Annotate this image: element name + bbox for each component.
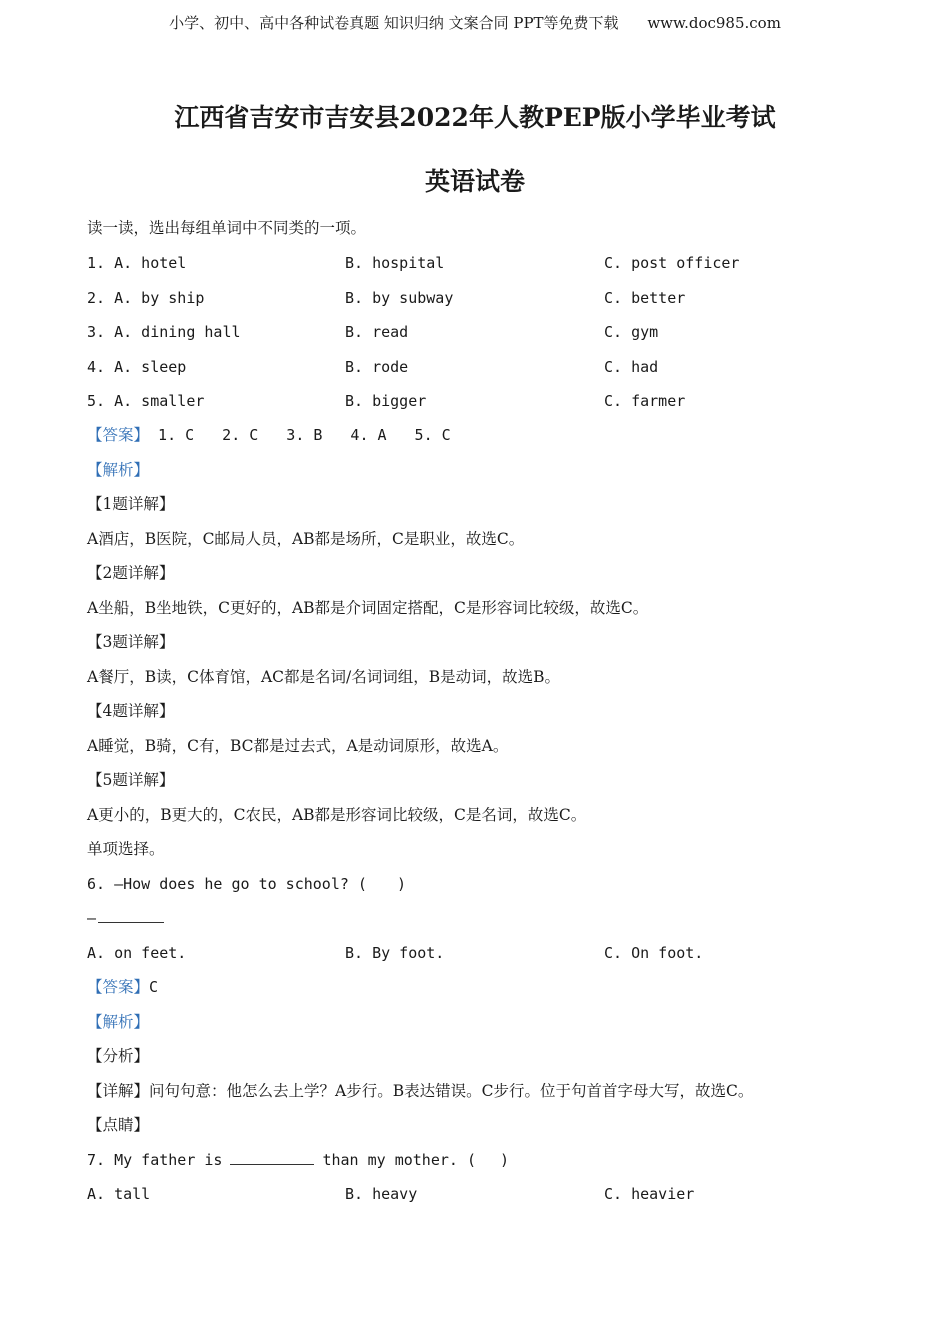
exam-title-line2: 英语试卷 (424, 167, 525, 196)
reply-dash: — (87, 909, 97, 927)
answer-tag: 【答案】 (87, 978, 150, 996)
question-6-reply (87, 908, 164, 928)
answer-tag: 【答案】 (87, 426, 150, 444)
site-header (0, 12, 950, 33)
detail-heading-1: 【1题详解】 (87, 495, 175, 513)
option-c: C. better (604, 289, 686, 307)
question-6-fenxi: 【分析】 (87, 1047, 150, 1065)
option-b: B. read (345, 323, 409, 341)
section2-instruction: 单项选择。 (87, 840, 165, 858)
option-a: 2. A. by ship (87, 289, 205, 307)
exam-title-line1: 江西省吉安市吉安县2022年人教PEP版小学毕业考试 (174, 103, 776, 132)
question-6-answer (87, 977, 158, 997)
option-c: C. On foot. (604, 944, 704, 962)
detail-text: 问句句意：他怎么去上学？A步行。B表达错误。C步行。位于句首首字母大写，故选C。 (149, 1082, 754, 1100)
option-c: C. had (604, 358, 659, 376)
detail-body-3: A餐厅，B读，C体育馆，AC都是名词/名词词组，B是动词，故选B。 (87, 668, 561, 686)
option-b: B. bigger (345, 392, 427, 410)
option-c: C. gym (604, 323, 659, 341)
option-a: A. on feet. (87, 944, 187, 962)
detail-heading-2: 【2题详解】 (87, 564, 175, 582)
detail-body-4: A睡觉，B骑，C有，BC都是过去式，A是动词原形，故选A。 (87, 737, 509, 755)
stem-start: 7. My father is (87, 1151, 223, 1169)
answer-blank (230, 1150, 314, 1165)
detail-heading-5: 【5题详解】 (87, 771, 175, 789)
question-7-stem (87, 1150, 509, 1170)
answer-4: 4. A (350, 426, 387, 444)
option-b: B. By foot. (345, 944, 445, 962)
section1-instruction: 读一读，选出每组单词中不同类的一项。 (87, 219, 367, 237)
detail-body-1: A酒店，B医院，C邮局人员，AB都是场所，C是职业，故选C。 (87, 530, 525, 548)
option-a: 3. A. dining hall (87, 323, 241, 341)
detail-body-5: A更小的，B更大的，C农民，AB都是形容词比较级，C是名词，故选C。 (87, 806, 587, 824)
option-a: 1. A. hotel (87, 254, 187, 272)
option-c: C. farmer (604, 392, 686, 410)
question-6-dianjing: 【点睛】 (87, 1116, 150, 1134)
detail-heading-4: 【4题详解】 (87, 702, 175, 720)
answer-line (87, 425, 479, 445)
stem-end: than my mother. ( ) (322, 1151, 510, 1169)
question-6-stem: 6. —How does he go to school? ( ) (87, 875, 406, 893)
detail-body-2: A坐船，B坐地铁，C更好的，AB都是介词固定搭配，C是形容词比较级，故选C。 (87, 599, 649, 617)
question-6-detail (87, 1081, 753, 1101)
option-a: 4. A. sleep (87, 358, 187, 376)
detail-tag: 【详解】 (87, 1082, 150, 1100)
analysis-tag: 【解析】 (87, 461, 150, 479)
answer-2: 2. C (222, 426, 259, 444)
option-b: B. by subway (345, 289, 454, 307)
header-text: 小学、初中、高中各种试卷真题 知识归纳 文案合同 PPT等免费下载 (169, 14, 619, 32)
option-a: A. tall (87, 1185, 151, 1203)
option-c: C. heavier (604, 1185, 695, 1203)
question-6-analysis-tag: 【解析】 (87, 1013, 150, 1031)
option-b: B. hospital (345, 254, 445, 272)
header-url[interactable]: www.doc985.com (647, 14, 781, 32)
option-a: 5. A. smaller (87, 392, 205, 410)
answer-3: 3. B (286, 426, 323, 444)
option-b: B. heavy (345, 1185, 418, 1203)
answer-5: 5. C (414, 426, 451, 444)
option-c: C. post officer (604, 254, 740, 272)
detail-heading-3: 【3题详解】 (87, 633, 175, 651)
option-b: B. rode (345, 358, 409, 376)
answer-value: C (149, 978, 159, 996)
answer-1: 1. C (158, 426, 195, 444)
answer-blank (98, 908, 164, 923)
